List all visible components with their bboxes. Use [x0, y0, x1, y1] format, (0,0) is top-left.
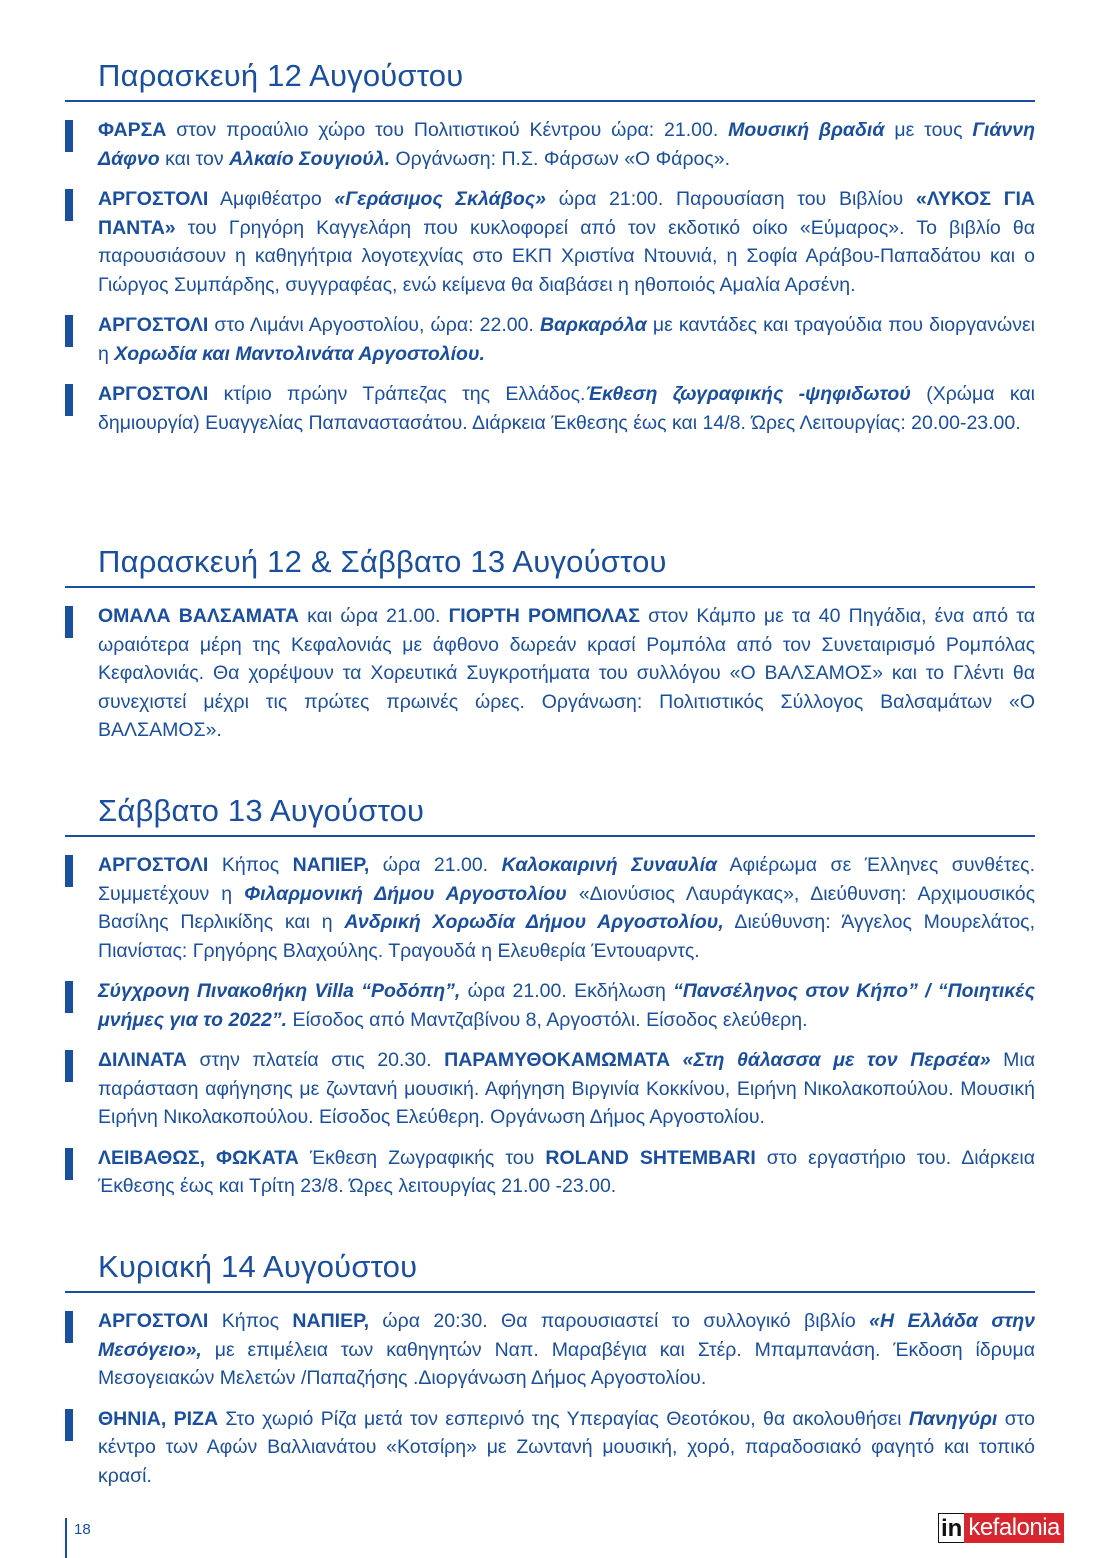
entry-text: στο Λιμάνι Αργοστολίου, ώρα: 22.00.: [208, 314, 540, 336]
entry-highlight: ΑΡΓΟΣΤΟΛΙ: [98, 188, 209, 210]
entry-highlight: «ΛΥΚΟΣ ΓΙΑ ΠΑΝΤΑ»: [98, 188, 1041, 239]
entry-highlight: Χορωδία και Μαντολινάτα Αργοστολίου.: [114, 342, 485, 365]
entry-marker-bar: [65, 1148, 73, 1180]
entry-text: (Χρώμα και δημιουργία) Ευαγγελίας Παπαναστασάτου. Διάρκεια Έκθεσης έως και 14/8. Ώρες Λειτουργίας: 20.00-23.00.: [98, 383, 1041, 434]
event-entry: [65, 311, 1041, 368]
section-sun-14: [65, 1249, 1041, 1502]
entry-marker-bar: [65, 855, 73, 887]
entry-text: Έκθεση Ζωγραφικής του: [298, 1146, 546, 1169]
entry-highlight: ΑΡΓΟΣΤΟΛΙ: [98, 383, 209, 405]
section-title: Κυριακή 14 Αυγούστου: [65, 1249, 1035, 1293]
entry-text: στην πλατεία στις 20.30.: [186, 1049, 445, 1071]
event-entry: [65, 185, 1041, 299]
entry-text: με τους: [884, 119, 973, 141]
entry-marker-bar: [65, 120, 73, 152]
entry-text: Στο χωριό Ρίζα μετά τον εσπερινό της Υπεραγίας Θεοτόκου, θα ακολουθήσει: [218, 1407, 909, 1430]
entry-text: Κήπος: [208, 854, 293, 876]
section-title: Παρασκευή 12 & Σάββατο 13 Αυγούστου: [65, 544, 1035, 588]
entry-text: [670, 1049, 683, 1071]
entry-text: ώρα 21.00.: [369, 854, 502, 876]
logo-in: in: [938, 1513, 964, 1543]
event-entry: [65, 1307, 1041, 1393]
event-entry: [65, 602, 1041, 745]
event-list: [65, 1307, 1041, 1490]
event-entry: [65, 851, 1041, 965]
event-entry: [65, 1144, 1041, 1201]
event-entry: [65, 380, 1041, 437]
entry-text: Μια παράσταση αφήγησης με ζωντανή μουσική. Αφήγηση Βιργινία Κοκκίνου, Ειρήνη Νικολακοπούλου. Μουσική Ειρήνη Νικολακοπούλου. Είσοδος Ελεύθερη. Οργάνωση Δήμος Αργοστολίου.: [98, 1049, 1041, 1128]
entry-marker-bar: [65, 606, 73, 638]
entry-marker-bar: [65, 981, 73, 1013]
inkefalonia-logo: [938, 1513, 1064, 1543]
entry-text: Είσοδος από Μαντζαβίνου 8, Αργοστόλι. Είσοδος ελεύθερη.: [287, 1008, 808, 1031]
entry-highlight: ΛΕΙΒΑΘΩΣ, ΦΩΚΑΤΑ: [98, 1146, 299, 1169]
entry-marker-bar: [65, 1050, 73, 1082]
section-title: Παρασκευή 12 Αυγούστου: [65, 58, 1035, 102]
entry-highlight: ΠΑΡΑΜΥΘΟΚΑΜΩΜΑΤΑ: [444, 1049, 671, 1071]
entry-highlight: Μουσική βραδιά: [728, 119, 885, 141]
entry-text: ώρα 20:30. Θα παρουσιαστεί το συλλογικό βιβλίο: [369, 1310, 870, 1332]
section-fri-12: [65, 58, 1041, 449]
entry-highlight: «Η Ελλάδα στην Μεσόγειο»,: [98, 1310, 1041, 1361]
entry-text: κτίριο πρώην Τράπεζας της Ελλάδος.: [208, 383, 586, 405]
entry-marker-bar: [65, 1311, 73, 1343]
page-number: 18: [74, 1521, 91, 1538]
entry-highlight: Καλοκαιρινή Συναυλία: [501, 854, 718, 876]
entry-highlight: Βαρκαρόλα: [539, 314, 647, 336]
entry-text: στο εργαστήριο του. Διάρκεια Έκθεσης έως και Τρίτη 23/8. Ώρες λειτουργίας 21.00 -23.00.: [98, 1146, 1041, 1197]
event-list: [65, 602, 1041, 745]
entry-text: «Διονύσιος Λαυράγκας», Διεύθυνση: Αρχιμουσικός Βασίλης Περλικίδης και η: [98, 882, 1041, 933]
event-entry: [65, 1405, 1041, 1491]
entry-highlight: ΔΙΛΙΝΑΤΑ: [98, 1049, 187, 1071]
entry-text: ώρα 21:00. Παρουσίαση του Βιβλίου: [546, 188, 916, 210]
entry-text: και ώρα 21.00.: [298, 605, 449, 627]
event-entry: [65, 116, 1040, 173]
entry-highlight: ΝΑΠΙΕΡ,: [292, 854, 370, 876]
entry-highlight: ΘΗΝΙΑ, ΡΙΖΑ: [98, 1407, 219, 1430]
entry-highlight: “Πανσέληνος στον Κήπο” / “Ποιητικές μνήμες για το 2022”.: [98, 980, 1041, 1031]
entry-text: στον προαύλιο χώρο του Πολιτιστικού Κέντρου ώρα: 21.00.: [166, 119, 729, 141]
entry-text: στο κέντρο των Αφών Βαλλιανάτου «Κοτσίρη» με Ζωντανή μουσική, χορό, παραδοσιακό φαγητό και τοπικό κρασί.: [98, 1407, 1041, 1487]
section-title: Σάββατο 13 Αυγούστου: [65, 793, 1035, 837]
entry-highlight: Αλκαίο Σουγιούλ.: [229, 147, 391, 170]
section-fri-sat: [65, 544, 1041, 757]
entry-text: Αφιέρωμα σε Έλληνες συνθέτες. Συμμετέχουν η: [98, 854, 1041, 905]
entry-text: ώρα 21.00. Εκδήλωση: [460, 980, 674, 1002]
entry-highlight: ΦΑΡΣΑ: [98, 119, 167, 141]
entry-highlight: ΑΡΓΟΣΤΟΛΙ: [98, 1310, 209, 1332]
entry-marker-bar: [65, 384, 73, 416]
entry-highlight: Φιλαρμονική Δήμου Αργοστολίου: [244, 882, 567, 905]
entry-highlight: «Γεράσιμος Σκλάβος»: [334, 188, 546, 210]
event-list: [65, 116, 1041, 437]
event-entry: [65, 977, 1041, 1034]
entry-highlight: ROLAND SHTEMBARI: [545, 1146, 756, 1169]
entry-highlight: «Στη θάλασσα με τον Περσέα»: [682, 1049, 991, 1071]
entry-highlight: ΟΜΑΛΑ ΒΑΛΣΑΜΑΤΑ: [98, 605, 299, 627]
entry-text: Οργάνωση: Π.Σ. Φάρσων «Ο Φάρος».: [390, 147, 731, 170]
entry-text: στον Κάμπο με τα 40 Πηγάδια, ένα από τα ωραιότερα μέρη της Κεφαλονιάς με άφθονο δωρεάν κρασί Ρομπόλα από τον Συνεταιρισμό Ρομπόλας Κεφαλονιάς. Θα χορέψουν τα Χορευτικά Συγκροτήματα του συλλόγου «Ο ΒΑΛΣΑΜΟΣ» και το Γλέντι θα συνεχιστεί μέχρι τις πρώτες πρωινές ώρες. Οργάνωση: Πολιτιστικός Σύλλογος Βαλσαμάτων «Ο ΒΑΛΣΑΜΟΣ».: [98, 605, 1041, 741]
entry-text: Αμφιθέατρο: [208, 188, 335, 210]
entry-marker-bar: [65, 189, 73, 221]
entry-text: με καντάδες και τραγούδια που διοργανώνει η: [98, 314, 1041, 365]
entry-text: και τον: [159, 147, 230, 170]
entry-text: του Γρηγόρη Καγγελάρη που κυκλοφορεί από τον εκδοτικό οίκο «Εύμαρος». Το βιβλίο θα παρουσιάσουν η καθηγήτρια λογοτεχνίας στο ΕΚΠ Χριστίνα Ντουνιά, η Σοφία Αράβου-Παπαδάτου και ο Γιώργος Συμπάρδης, συγγραφέας, ενώ κείμενα θα διαβάσει η ηθοποιός Αμαλία Αρσένη.: [98, 216, 1041, 296]
entry-highlight: ΓΙΟΡΤΗ ΡΟΜΠΟΛΑΣ: [448, 605, 640, 627]
entry-highlight: ΑΡΓΟΣΤΟΛΙ: [98, 314, 209, 336]
entry-marker-bar: [65, 1409, 73, 1441]
entry-text: με επιμέλεια των καθηγητών Ναπ. Μαραβέγια και Στέρ. Μπαμπανάση. Έκδοση ίδρυμα Μεσογειακών Μελετών /Παπαζήσης .Διοργάνωση Δήμος Αργοστολίου.: [98, 1338, 1041, 1389]
logo-kefalonia: kefalonia: [964, 1513, 1064, 1543]
event-list: [65, 851, 1041, 1201]
entry-text: Διεύθυνση: Άγγελος Μουρελάτος, Πιανίστας: Γρηγόρης Βλαχούλης. Τραγουδά η Ελευθερία Έντουαρντς.: [98, 911, 1041, 962]
entry-highlight: ΝΑΠΙΕΡ,: [292, 1310, 370, 1332]
entry-marker-bar: [65, 315, 73, 347]
entry-highlight: Ανδρική Χορωδία Δήμου Αργοστολίου,: [344, 911, 724, 933]
entry-highlight: Σύγχρονη Πινακοθήκη Villa “Ροδόπη”,: [98, 980, 461, 1002]
entry-highlight: Γιάννη Δάφνο: [98, 119, 1040, 170]
entry-highlight: Πανηγύρι: [908, 1407, 998, 1430]
entry-highlight: ΑΡΓΟΣΤΟΛΙ: [98, 854, 209, 876]
section-sat-13: [65, 793, 1041, 1213]
footer-divider: [65, 1518, 67, 1558]
event-entry: [65, 1046, 1041, 1132]
entry-highlight: Έκθεση ζωγραφικής -ψηφιδωτού: [585, 383, 911, 405]
entry-text: Κήπος: [208, 1310, 293, 1332]
